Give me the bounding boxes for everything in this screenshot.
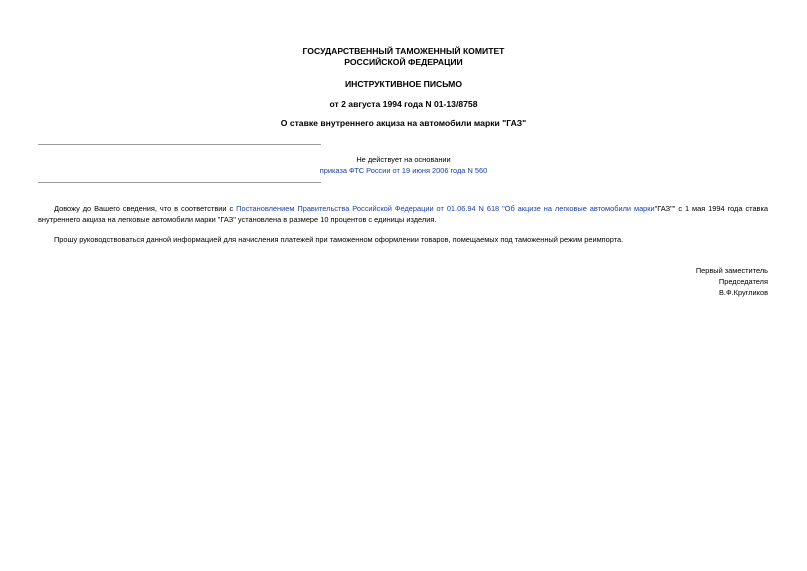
paragraph-1-suffix: "ГАЗ"" с 1 мая 1994 года ставка внутреннего акциза на легковые автомобили марки "ГАЗ" установлена в размере 10 процентов с единицы изделия. <box>38 204 768 224</box>
document-subject: О ставке внутреннего акциза на автомобили марки "ГАЗ" <box>280 118 527 128</box>
status-link-row <box>0 165 807 176</box>
authority-line-1: ГОСУДАРСТВЕННЫЙ ТАМОЖЕННЫЙ КОМИТЕТ <box>302 46 505 56</box>
divider-top <box>38 144 321 145</box>
signature-title-2: Председателя <box>718 277 768 286</box>
body-paragraph-2: Прошу руководствоваться данной информацией для начисления платежей при таможенном оформлении товаров, помещаемых под таможенный режим реимпорта. <box>54 235 624 244</box>
paragraph-1-prefix: Довожу до Вашего сведения, что в соответствии с <box>54 204 237 213</box>
issuing-authority <box>0 46 807 68</box>
divider-bottom <box>38 182 321 183</box>
status-note: Не действует на основании <box>356 155 451 164</box>
signatory-name: В.Ф.Кругликов <box>718 288 768 297</box>
authority-line-2: РОССИЙСКОЙ ФЕДЕРАЦИИ <box>344 57 463 67</box>
body-paragraph-1 <box>38 203 768 225</box>
signature-block <box>696 265 768 298</box>
document-date-number: от 2 августа 1994 года N 01-13/8758 <box>329 99 478 109</box>
repeal-order-link[interactable]: приказа ФТС России от 19 июня 2006 года N 560 <box>319 166 488 175</box>
signature-title-1: Первый заместитель <box>695 266 768 275</box>
document-type: ИНСТРУКТИВНОЕ ПИСЬМО <box>344 79 463 89</box>
government-decree-link[interactable]: Постановлением Правительства Российской Федерации от 01.06.94 N 618 "Об акцизе на легковые автомобили марки <box>236 204 655 213</box>
